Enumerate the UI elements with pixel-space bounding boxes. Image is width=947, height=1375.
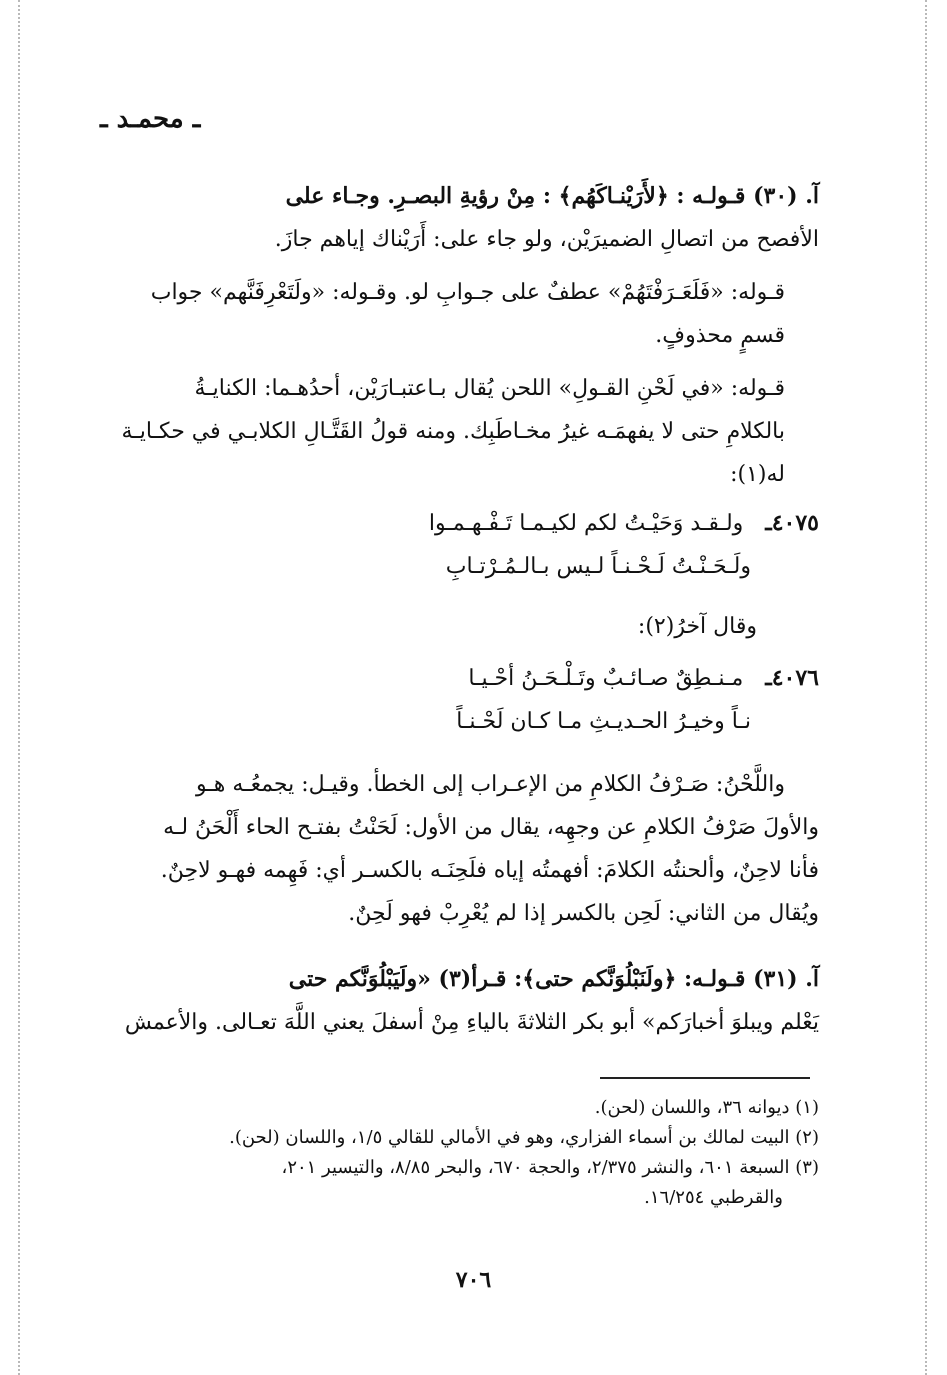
body-block-1 (118, 175, 819, 506)
running-header: ـ محمـد ـ (100, 104, 201, 134)
verse-4076 (118, 657, 819, 743)
text-line: آ. (٣٠) قـولـه : ﴿لأَرَيْنـاكَهُم﴾ : مِنْ رؤيةِ البصـرِ. وجـاء على (285, 183, 819, 209)
paragraph-fala-arafthum (118, 271, 819, 357)
verse-intro (118, 605, 819, 648)
verse-hemistich: نـاً وخيـرُ الحـديـثِ مـا كـان لَحْـنـاً (456, 709, 751, 734)
text-line: بالكلامِ حتى لا يفهمَـه غيرُ مخـاطَبِك. ومنه قولُ القَتَّـالِ الكلابـي في حكـايـة (121, 419, 785, 444)
text-line: الأفصح من اتصالِ الضميرَيْن، ولو جاء على: أَرَيْناك إياهم جازَ. (274, 227, 819, 252)
verse-line-1 (118, 502, 819, 545)
footnotes (118, 1093, 819, 1213)
verse-line-1 (118, 657, 819, 700)
text-line: قـوله: «في لَحْنِ القـولِ» اللحن يُقال بـاعتبـارَيْن، أحدُهـما: الكنايـةُ (194, 376, 785, 401)
text-line: وقال آخرُ(٢): (637, 614, 757, 639)
paragraph-al-lahn (118, 763, 819, 935)
scan-margin-left (18, 0, 20, 1375)
verse-number: ٤٠٧٦ـ (765, 665, 819, 691)
footnote-continuation: والقرطبي ١٦/٢٥٤. (644, 1187, 783, 1208)
scan-margin-right (925, 0, 927, 1375)
paragraph-verse-30 (118, 175, 819, 261)
text-line: والأولَ صَرْفُ الكلامِ عن وجهِه، يقال من الأول: لَحَنْتُ بفتـح الحاء أَلْحَنُ لـه (163, 815, 819, 840)
text-line: ويُقال من الثاني: لَحِن بالكسر إذا لم يُعْرِبْ فهو لَحِنٌ. (348, 901, 819, 926)
verse-hemistich: ولَـحَـنْـتُ لَـحْـنـاً لـيس بـالـمُـرْتـابِ (445, 554, 751, 579)
footnote: (٣) السبعة ٦٠١، والنشر ٢/٣٧٥، والحجة ٦٧٠، والبحر ٨/٨٥، والتيسير ٢٠١، (281, 1157, 819, 1178)
verse-number: ٤٠٧٥ـ (765, 510, 819, 536)
footnote-separator (600, 1077, 810, 1079)
page-number: ٧٠٦ (455, 1267, 492, 1293)
text-line: يَعْلم ويبلوَ أخبارَكم» أبو بكر الثلاثةَ بالياءِ مِنْ أسفلَ يعني اللَّهَ تعـالى. والأعمش (124, 1010, 819, 1035)
verse-hemistich: مـنـطِقٌ صـائـبٌ وتَـلْـحَـنُ أحْـيـا (468, 666, 744, 691)
verse-hemistich: ولـقـد وَحَيْـتُ لكم لكيـمـا تَـفْـهـمـوا (428, 511, 744, 536)
text-line: قـوله: «فَلَعَـرَفْتَهُمْ» عطفٌ على جـوابِ لو. وقـوله: «ولَتَعْرِفَنَّهم» جواب (150, 280, 785, 305)
footnote: (٢) البيت لمالك بن أسماء الفزاري، وهو في الأمالي للقالي ١/٥، واللسان (لحن). (229, 1127, 819, 1148)
text-line: فأنا لاحِنٌ، وألحنتُه الكلامَ: أفهمتُه إياه فلَحِنَـه بالكسـر أي: فَهِمه فهـو لاحِنٌ. (160, 858, 819, 883)
text-line: واللَّحْنُ: صَـرْفُ الكلامِ من الإعـراب إلى الخطأ. وقيـل: يجمعُـه هـو (195, 772, 785, 797)
footnote: (١) ديوانه ٣٦، واللسان (لحن). (594, 1097, 819, 1118)
paragraph-lahn-al-qawl (118, 367, 819, 496)
text-line: آ. (٣١) قـولـه: ﴿ولَنَبْلُوَنَّكم حتى﴾: قـرأ(٣) «ولَيَبْلُوَنَّكم حتى (288, 966, 819, 992)
verse-line-2 (118, 700, 819, 743)
paragraph-verse-31 (118, 958, 819, 1044)
text-line: قسمٍ محذوفٍ. (655, 323, 785, 348)
text-line: له(١): (730, 462, 785, 487)
verse-line-2 (118, 545, 819, 588)
verse-4075 (118, 502, 819, 588)
